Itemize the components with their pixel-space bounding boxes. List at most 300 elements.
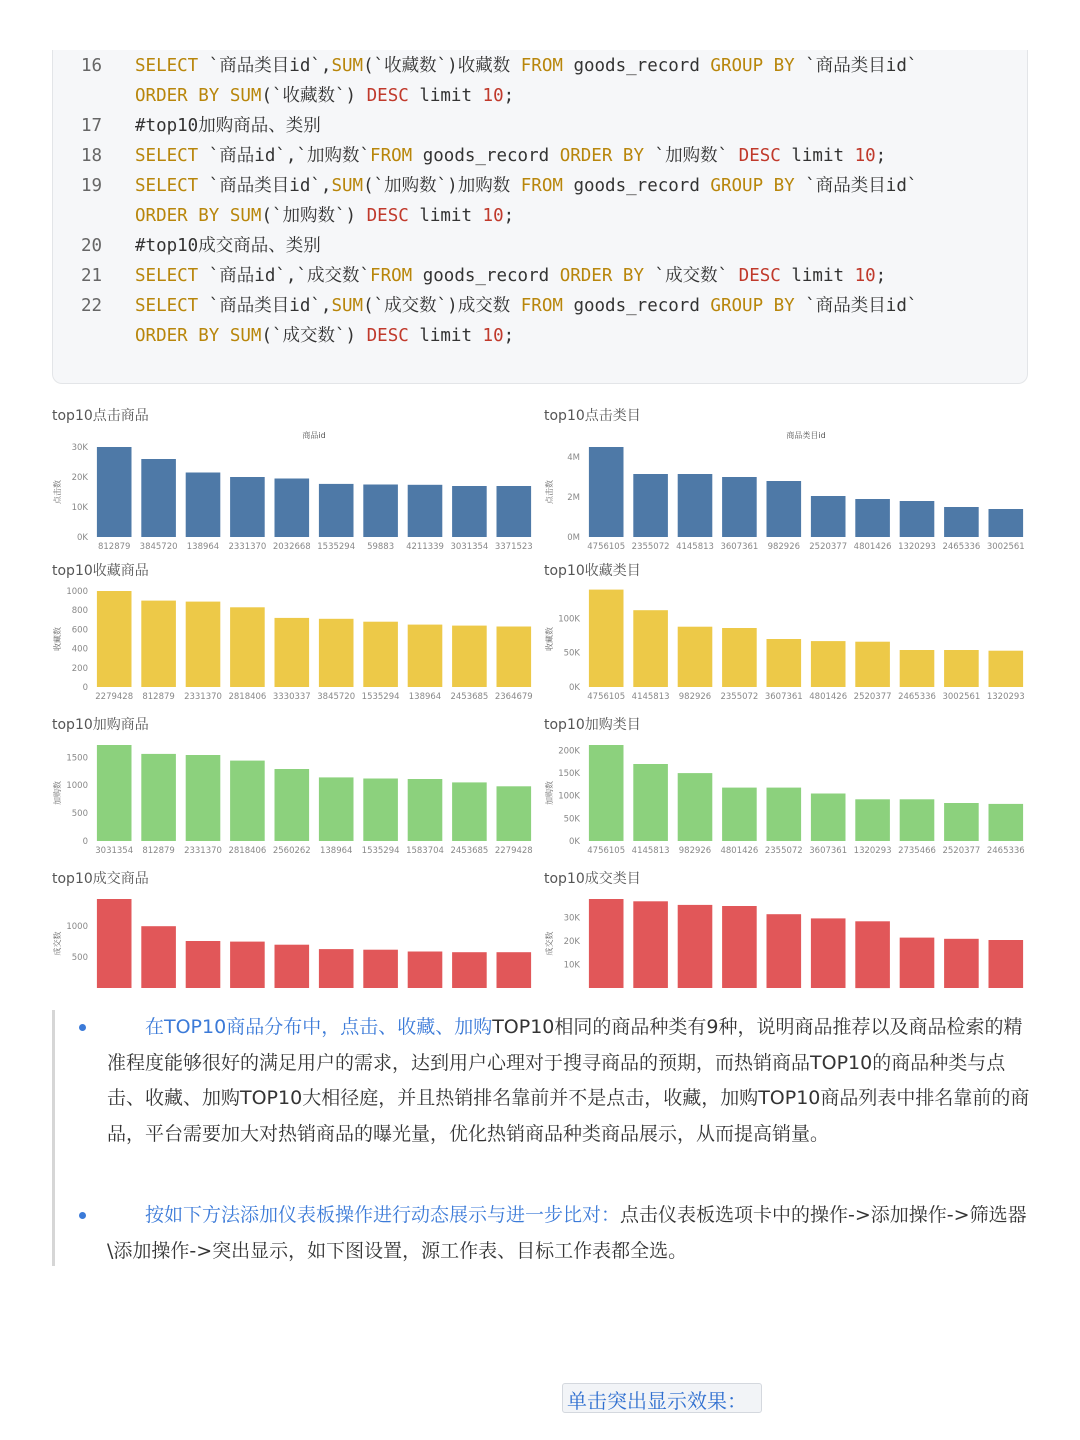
bar xyxy=(944,803,979,841)
y-tick-label: 0K xyxy=(569,837,580,847)
bar xyxy=(855,499,890,537)
y-tick-label: 50K xyxy=(563,814,580,825)
code-token: 10 xyxy=(482,86,504,106)
chart-title: top10成交类目 xyxy=(544,871,641,887)
y-tick-label: 200 xyxy=(71,663,88,674)
code-text xyxy=(135,111,321,141)
x-tick-label: 3607361 xyxy=(809,846,848,856)
x-tick-label: 4756105 xyxy=(587,542,626,552)
code-token: #top10加购商品、类别 xyxy=(135,116,321,136)
y-tick-label: 20K xyxy=(563,937,580,948)
y-tick-label: 2M xyxy=(567,493,580,503)
bullet-highlight: 按如下方法添加仪表板操作进行动态展示与进一步比对： xyxy=(145,1204,621,1226)
y-tick-label: 20K xyxy=(71,473,88,483)
bar xyxy=(944,507,979,537)
code-token: goods_record xyxy=(562,56,711,76)
code-token: `商品类目id`, xyxy=(208,296,332,316)
y-tick-label: 0 xyxy=(82,683,88,693)
code-token: ORDER BY xyxy=(135,326,230,346)
code-token: (`加购数`)加购数 xyxy=(363,176,521,196)
y-axis-title: 点击数 xyxy=(53,480,62,504)
x-tick-label: 2735466 xyxy=(898,846,936,856)
bar xyxy=(589,590,624,687)
chart-title: top10加购类目 xyxy=(544,717,641,733)
y-tick-label: 800 xyxy=(71,606,88,617)
x-tick-label: 138964 xyxy=(319,846,353,856)
bar xyxy=(767,639,802,687)
chart-title: top10收藏商品 xyxy=(52,563,149,579)
line-number: 22 xyxy=(81,296,103,316)
bullet-list xyxy=(52,1010,1035,1266)
y-tick-label: 100K xyxy=(558,791,580,802)
line-number: 20 xyxy=(81,236,103,256)
code-token: #top10成交商品、类别 xyxy=(135,236,321,256)
x-tick-label: 3002561 xyxy=(942,692,981,702)
code-text xyxy=(135,261,886,291)
code-token: ORDER BY xyxy=(559,266,644,286)
bar xyxy=(811,641,846,687)
bar xyxy=(186,941,221,988)
x-tick-label: 2465336 xyxy=(986,846,1025,856)
caption-text: 单击突出显示效果： xyxy=(567,1389,747,1413)
code-token: ; xyxy=(503,86,515,106)
bar xyxy=(900,938,935,988)
x-tick-label: 2355072 xyxy=(631,542,670,552)
code-token: goods_record xyxy=(562,176,711,196)
code-token: SUM xyxy=(331,296,364,316)
y-tick-label: 50K xyxy=(563,648,580,659)
bar xyxy=(678,627,713,687)
bar xyxy=(633,610,668,687)
line-number: 19 xyxy=(81,176,103,196)
bar xyxy=(363,485,398,538)
code-token: SUM xyxy=(331,176,364,196)
x-tick-label: 2520377 xyxy=(853,692,892,702)
bar xyxy=(97,745,132,841)
code-token: limit xyxy=(780,146,855,166)
bar xyxy=(855,799,890,841)
y-axis-title: 点击数 xyxy=(545,480,554,504)
x-tick-label: 2520377 xyxy=(942,846,981,856)
x-tick-label: 2453685 xyxy=(450,846,489,856)
x-tick-label: 2560262 xyxy=(272,846,311,856)
code-token: DESC xyxy=(366,86,409,106)
chart-title: top10收藏类目 xyxy=(544,563,641,579)
chart-title: top10加购商品 xyxy=(52,717,149,733)
y-axis-title: 成交数 xyxy=(545,931,554,956)
code-token: SUM xyxy=(229,326,262,346)
code-text xyxy=(135,141,886,171)
chart-svg xyxy=(544,405,1028,555)
x-tick-label: 3845720 xyxy=(139,542,178,552)
x-tick-label: 4145813 xyxy=(631,846,670,856)
bar xyxy=(319,619,354,687)
chart-svg xyxy=(52,405,536,555)
code-token: SELECT xyxy=(135,146,209,166)
x-tick-label: 2465336 xyxy=(898,692,936,702)
bar xyxy=(989,804,1024,841)
line-number: 17 xyxy=(81,116,103,136)
code-token: DESC xyxy=(738,146,781,166)
y-tick-label: 10K xyxy=(71,503,88,513)
code-token: SUM xyxy=(229,206,262,226)
x-tick-label: 3371523 xyxy=(494,542,533,552)
bar xyxy=(408,952,443,989)
highlight-effect-caption xyxy=(562,1383,762,1413)
code-token: ORDER BY xyxy=(135,206,230,226)
bar xyxy=(408,625,443,687)
x-tick-label: 812879 xyxy=(97,542,131,552)
bar xyxy=(722,628,757,687)
code-token: limit xyxy=(408,86,483,106)
code-token: `加购数` xyxy=(644,146,739,166)
x-tick-label: 982926 xyxy=(678,692,712,702)
code-token: (`收藏数`)收藏数 xyxy=(363,56,521,76)
bar xyxy=(989,651,1024,687)
code-token: FROM xyxy=(370,266,413,286)
x-tick-label: 1535294 xyxy=(361,692,400,702)
x-tick-label: 1583704 xyxy=(406,846,444,856)
y-tick-label: 200K xyxy=(558,746,580,757)
bar xyxy=(944,650,979,687)
y-tick-label: 0 xyxy=(82,837,88,847)
y-tick-label: 4M xyxy=(567,453,580,463)
bar xyxy=(319,777,354,841)
bar xyxy=(855,921,890,988)
x-tick-label: 2818406 xyxy=(228,692,267,702)
code-token: (`收藏数`) xyxy=(261,86,367,106)
code-token: `商品类目id`, xyxy=(208,56,332,76)
code-token: goods_record xyxy=(412,266,560,286)
y-axis-title: 加购数 xyxy=(545,781,554,805)
bar xyxy=(97,899,132,988)
code-token: FROM xyxy=(520,296,563,316)
chart-svg xyxy=(544,868,1028,993)
bar xyxy=(141,754,176,841)
x-tick-label: 2355072 xyxy=(764,846,803,856)
bullet-dot xyxy=(79,1024,86,1031)
code-token: limit xyxy=(408,326,483,346)
bar xyxy=(767,481,802,537)
bar xyxy=(363,950,398,988)
bar xyxy=(633,764,668,841)
x-tick-label: 982926 xyxy=(678,846,712,856)
chart-svg xyxy=(544,714,1028,866)
bar xyxy=(767,788,802,841)
x-tick-label: 138964 xyxy=(186,542,220,552)
bar xyxy=(408,779,443,841)
code-token: DESC xyxy=(366,206,409,226)
chart-svg xyxy=(52,714,536,866)
x-tick-label: 4145813 xyxy=(676,542,714,552)
code-token: (`成交数`) xyxy=(261,326,367,346)
bar xyxy=(900,501,935,537)
code-token: GROUP BY xyxy=(710,176,795,196)
code-text xyxy=(135,171,917,201)
chart-title: top10点击类目 xyxy=(544,408,641,424)
x-tick-label: 2364679 xyxy=(494,692,533,702)
y-tick-label: 1000 xyxy=(66,587,88,597)
code-text xyxy=(135,201,514,231)
bar xyxy=(452,486,487,537)
bar xyxy=(589,899,624,988)
x-tick-label: 1320293 xyxy=(986,692,1025,702)
bar xyxy=(452,626,487,687)
chart-title: top10成交商品 xyxy=(52,871,149,887)
bar xyxy=(275,618,310,687)
y-axis-title: 收藏数 xyxy=(53,627,62,651)
bullet-body: 点击仪表板选项卡中的操作->添加操作->筛选器\添加操作->突出显示，如下图设置，源工作表、目标工作表都全选。 xyxy=(107,1204,1027,1262)
code-token: SELECT xyxy=(135,296,209,316)
bullet-text xyxy=(107,1010,1033,1152)
y-tick-label: 0K xyxy=(569,683,580,693)
bar xyxy=(811,918,846,988)
code-token: `商品类目id`, xyxy=(208,176,332,196)
bar-chart xyxy=(52,405,536,555)
y-axis-title: 收藏数 xyxy=(545,627,554,651)
code-token: DESC xyxy=(738,266,781,286)
x-tick-label: 4801426 xyxy=(809,692,848,702)
bar xyxy=(497,627,532,688)
bar xyxy=(497,952,532,988)
code-token: `商品类目id` xyxy=(794,56,918,76)
x-tick-label: 2331370 xyxy=(228,542,267,552)
code-token: SUM xyxy=(331,56,364,76)
bar xyxy=(811,794,846,842)
x-tick-label: 4211339 xyxy=(406,542,444,552)
bar xyxy=(989,509,1024,537)
bar xyxy=(186,473,221,538)
chart-title: top10点击商品 xyxy=(52,408,149,424)
bar xyxy=(230,607,265,687)
bar xyxy=(633,901,668,988)
x-tick-label: 59883 xyxy=(367,542,395,552)
x-tick-label: 2453685 xyxy=(450,692,489,702)
code-token: ; xyxy=(503,206,515,226)
y-tick-label: 1000 xyxy=(66,781,88,792)
x-tick-label: 2331370 xyxy=(184,692,222,702)
x-tick-label: 1535294 xyxy=(317,542,356,552)
x-tick-label: 3607361 xyxy=(720,542,759,552)
code-token: SELECT xyxy=(135,266,209,286)
code-text xyxy=(135,321,514,351)
bar xyxy=(900,650,935,687)
y-tick-label: 0M xyxy=(567,533,580,543)
bar xyxy=(811,496,846,537)
line-number: 18 xyxy=(81,146,103,166)
bar xyxy=(589,447,624,537)
code-token: 10 xyxy=(854,146,876,166)
line-number: 21 xyxy=(81,266,103,286)
bar-chart xyxy=(52,714,536,866)
x-tick-label: 3330337 xyxy=(272,692,311,702)
code-text xyxy=(135,231,321,261)
x-tick-label: 4145813 xyxy=(631,692,670,702)
line-number: 16 xyxy=(81,56,103,76)
bar xyxy=(452,782,487,841)
bar xyxy=(186,755,221,841)
bullet-highlight: 在TOP10商品分布中，点击、收藏、加购 xyxy=(145,1016,493,1038)
chart-svg xyxy=(52,560,536,712)
code-token: GROUP BY xyxy=(710,56,795,76)
code-token: goods_record xyxy=(562,296,711,316)
code-token: (`加购数`) xyxy=(261,206,367,226)
bar xyxy=(678,905,713,988)
code-token: 10 xyxy=(482,326,504,346)
bar xyxy=(275,479,310,538)
code-token: `商品类目id` xyxy=(794,176,918,196)
bar xyxy=(767,914,802,988)
bullet-text xyxy=(107,1198,1033,1269)
bar xyxy=(722,477,757,537)
bar-chart xyxy=(544,405,1028,555)
chart-svg xyxy=(52,868,536,993)
bar xyxy=(97,447,132,537)
bar xyxy=(497,486,532,537)
code-token: ; xyxy=(503,326,515,346)
y-tick-label: 1000 xyxy=(66,922,88,933)
x-tick-label: 4756105 xyxy=(587,692,626,702)
x-tick-label: 982926 xyxy=(767,542,801,552)
code-token: `商品类目id` xyxy=(794,296,918,316)
code-token: goods_record xyxy=(412,146,560,166)
code-token: limit xyxy=(780,266,855,286)
code-token: ; xyxy=(875,266,887,286)
code-token: 10 xyxy=(482,206,504,226)
x-tick-label: 138964 xyxy=(408,692,442,702)
code-token: limit xyxy=(408,206,483,226)
code-token: `商品id`,`成交数` xyxy=(208,266,371,286)
bar xyxy=(363,622,398,687)
bar xyxy=(319,484,354,537)
x-tick-label: 3031354 xyxy=(450,542,489,552)
code-token: ORDER BY xyxy=(559,146,644,166)
x-tick-label: 2331370 xyxy=(184,846,222,856)
bar xyxy=(97,591,132,687)
bar xyxy=(678,773,713,841)
code-token: SELECT xyxy=(135,176,209,196)
bar xyxy=(722,788,757,841)
y-tick-label: 10K xyxy=(563,960,580,971)
bar xyxy=(722,906,757,988)
bar xyxy=(678,474,713,537)
bar xyxy=(452,952,487,988)
y-tick-label: 30K xyxy=(71,443,88,453)
y-tick-label: 0K xyxy=(77,533,88,543)
bar xyxy=(141,926,176,988)
bar xyxy=(900,799,935,841)
y-tick-label: 600 xyxy=(71,625,88,636)
bar xyxy=(141,459,176,537)
code-token: FROM xyxy=(520,176,563,196)
bar xyxy=(230,942,265,988)
y-tick-label: 500 xyxy=(71,809,88,820)
bar xyxy=(497,786,532,841)
x-tick-label: 4801426 xyxy=(720,846,759,856)
x-tick-label: 1535294 xyxy=(361,846,400,856)
bullet-dot xyxy=(79,1212,86,1219)
x-tick-label: 3845720 xyxy=(317,692,356,702)
bar xyxy=(989,940,1024,988)
code-token: SUM xyxy=(229,86,262,106)
x-tick-label: 2465336 xyxy=(942,542,981,552)
code-token: ORDER BY xyxy=(135,86,230,106)
bar-chart xyxy=(544,560,1028,712)
y-tick-label: 500 xyxy=(71,953,88,964)
bar xyxy=(275,769,310,841)
bar xyxy=(944,939,979,988)
bar xyxy=(141,601,176,687)
bar-chart xyxy=(544,868,1028,993)
x-tick-label: 3002561 xyxy=(986,542,1025,552)
x-tick-label: 4801426 xyxy=(853,542,892,552)
y-axis-title: 加购数 xyxy=(53,781,62,805)
x-tick-label: 2279428 xyxy=(95,692,134,702)
bullet-body: TOP10相同的商品种类有9种，说明商品推荐以及商品检索的精准程度能够很好的满足用户的需求，达到用户心理对于搜寻商品的预期，而热销商品TOP10的商品种类与点击、收藏、加购TOP10大相径庭，并且热销排名靠前并不是点击，收藏，加购TOP10商品列表中排名靠前的商品，平台需要加大对热销商品的曝光量，优化热销商品种类商品展示，从而提高销量。 xyxy=(107,1016,1030,1145)
y-tick-label: 400 xyxy=(71,644,88,655)
x-tick-label: 2818406 xyxy=(228,846,267,856)
code-token: 10 xyxy=(854,266,876,286)
bar xyxy=(319,949,354,988)
y-tick-label: 150K xyxy=(558,769,580,780)
bar xyxy=(275,945,310,988)
y-axis-title: 成交数 xyxy=(53,931,62,956)
code-token: `商品id`,`加购数` xyxy=(208,146,371,166)
y-tick-label: 30K xyxy=(563,913,580,924)
bar xyxy=(408,485,443,537)
bar-chart xyxy=(52,560,536,712)
code-token: SELECT xyxy=(135,56,209,76)
code-block xyxy=(52,50,1028,384)
code-token: FROM xyxy=(520,56,563,76)
bar-chart xyxy=(544,714,1028,866)
bar xyxy=(633,474,668,537)
code-text xyxy=(135,81,514,111)
x-tick-label: 2355072 xyxy=(720,692,759,702)
bar xyxy=(230,761,265,841)
x-tick-label: 4756105 xyxy=(587,846,626,856)
x-axis-title: 商品类目id xyxy=(786,431,826,440)
code-text xyxy=(135,51,917,81)
code-text xyxy=(135,291,917,321)
bar xyxy=(186,602,221,687)
code-token: FROM xyxy=(370,146,413,166)
x-tick-label: 3031354 xyxy=(95,846,134,856)
y-tick-label: 1500 xyxy=(66,753,88,764)
x-tick-label: 2520377 xyxy=(809,542,848,552)
x-tick-label: 2032668 xyxy=(272,542,311,552)
code-token: `成交数` xyxy=(644,266,739,286)
bar xyxy=(363,779,398,842)
x-tick-label: 1320293 xyxy=(898,542,936,552)
code-token: (`成交数`)成交数 xyxy=(363,296,521,316)
code-token: DESC xyxy=(366,326,409,346)
x-tick-label: 3607361 xyxy=(764,692,803,702)
x-tick-label: 812879 xyxy=(142,846,175,856)
x-axis-title: 商品id xyxy=(302,431,326,440)
code-token: GROUP BY xyxy=(710,296,795,316)
y-tick-label: 100K xyxy=(558,614,580,625)
bar-chart xyxy=(52,868,536,993)
code-token: ; xyxy=(875,146,887,166)
x-tick-label: 2279428 xyxy=(494,846,533,856)
bar xyxy=(230,477,265,537)
bar xyxy=(589,745,624,841)
x-tick-label: 1320293 xyxy=(853,846,892,856)
bar xyxy=(855,642,890,687)
chart-svg xyxy=(544,560,1028,712)
x-tick-label: 812879 xyxy=(142,692,175,702)
